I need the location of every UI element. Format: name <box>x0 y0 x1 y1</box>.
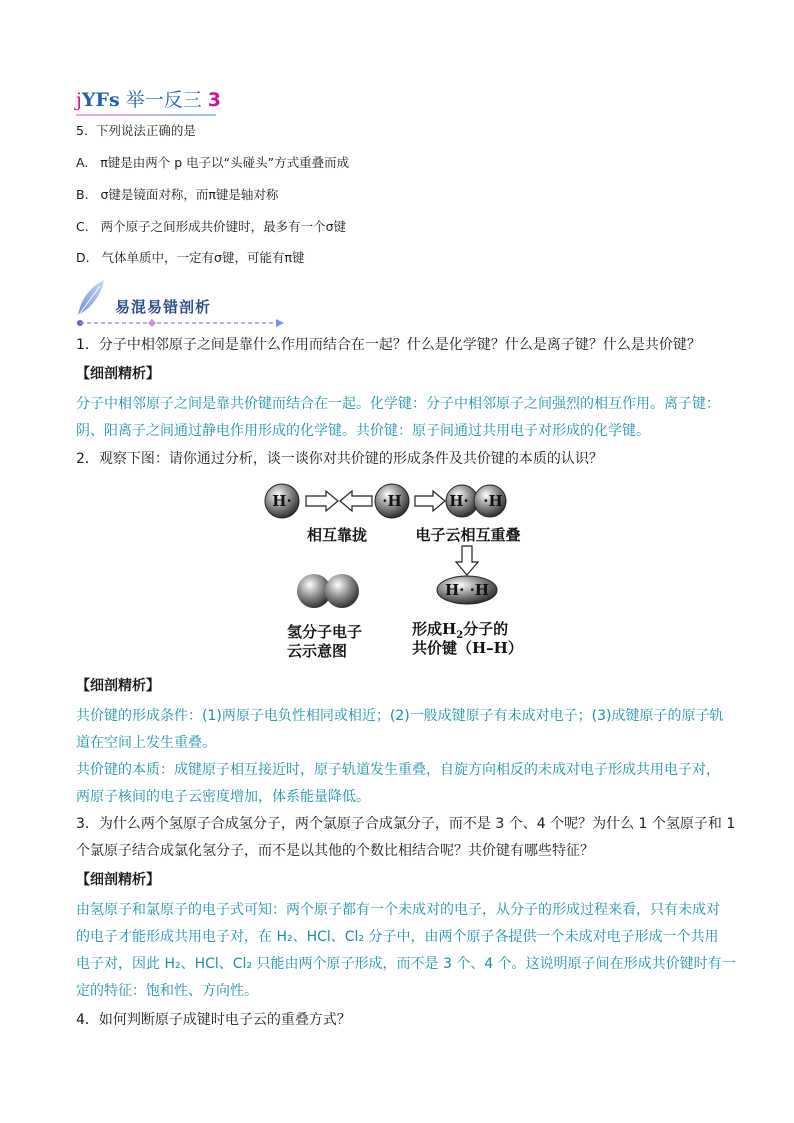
practice-title-part: 举一反三 <box>125 89 202 111</box>
item-2-answer-line: 共价键的本质：成键原子相互接近时，原子轨道发生重叠，自旋方向相反的未成对电子形成共用电子对， <box>76 762 720 778</box>
option-letter: B. <box>76 187 89 202</box>
left-arrow-icon <box>340 491 372 511</box>
practice-title <box>76 88 221 112</box>
label-overlap: 电子云相互重叠 <box>415 526 521 544</box>
atom-label: H· <box>272 492 292 510</box>
option-c <box>76 218 346 236</box>
practice-title-part: j <box>76 89 82 111</box>
right-arrow-icon <box>306 491 338 511</box>
question-number: 5. <box>76 123 88 138</box>
covalent-bond-figure <box>0 476 794 666</box>
option-letter: A. <box>76 155 89 170</box>
item-2-answer-line: 道在空间上发生重叠。 <box>76 735 216 751</box>
item-3-answer-line: 的电子才能形成共用电子对，在 H₂、HCl、Cl₂ 分子中，由两个原子各提供一个未成对电子形成一个共用 <box>76 929 719 945</box>
item-4-question: 4．如何判断原子成键时电子云的重叠方式？ <box>76 1012 351 1028</box>
title-underline <box>76 114 216 116</box>
atom-label: H· <box>449 492 469 510</box>
down-arrow-icon <box>456 546 478 575</box>
item-1-question: 1．分子中相邻原子之间是靠什么作用而结合在一起？什么是化学键？什么是离子键？什么是共价键？ <box>76 337 701 353</box>
practice-title-part: 3 <box>207 89 221 111</box>
item-3-answer-line: 定的特征：饱和性、方向性。 <box>76 983 258 999</box>
item-2-answer-line: 共价键的形成条件：(1)两原子电负性相同或相近；(2)一般成键原子有未成对电子；(3)成键原子的原子轨 <box>76 708 724 724</box>
option-b <box>76 186 278 204</box>
option-d <box>76 249 304 267</box>
question-text: 下列说法正确的是 <box>95 123 196 138</box>
analysis-label: 【细剖精析】 <box>76 872 160 888</box>
label-bond-line: 共价键（H–H） <box>412 639 523 657</box>
item-3-answer-line: 电子对，因此 H₂、HCl、Cl₂ 只能由两个原子形成，而不是 3 个、4 个。这说明原子间在形成共价键时有一 <box>76 956 736 972</box>
practice-title-part: YFs <box>81 89 120 111</box>
option-a <box>76 154 349 172</box>
feather-icon <box>72 278 108 318</box>
label-bond-text: 分子的 <box>463 620 509 638</box>
label-bond-line <box>412 620 508 641</box>
label-approach: 相互靠拢 <box>306 526 368 544</box>
option-letter: C. <box>76 219 89 234</box>
option-text: π键是由两个 p 电子以“头碰头”方式重叠而成 <box>100 155 350 170</box>
right-arrow-icon <box>415 491 445 511</box>
molecule-label: H· ·H <box>444 581 490 599</box>
section-arrow <box>76 316 286 330</box>
option-letter: D. <box>76 250 90 265</box>
label-cloud-line: 氢分子电子 <box>287 623 363 641</box>
section-title: 易混易错剖析 <box>115 298 212 316</box>
practice-question <box>76 122 196 140</box>
option-text: 气体单质中，一定有σ键，可能有π键 <box>101 250 305 265</box>
electron-cloud-atom <box>325 574 359 608</box>
item-2-question: 2．观察下图：请你通过分析，谈一谈你对共价键的形成条件及共价键的本质的认识？ <box>76 451 603 467</box>
atom-label: ·H <box>382 492 402 510</box>
item-2-answer-line: 两原子核间的电子云密度增加，体系能量降低。 <box>76 789 370 805</box>
option-text: 两个原子之间形成共价键时，最多有一个σ键 <box>100 219 347 234</box>
item-1-answer-line: 分子中相邻原子之间是靠共价键而结合在一起。化学键：分子中相邻原子之间强烈的相互作用。离子键： <box>76 396 720 412</box>
analysis-label: 【细剖精析】 <box>76 678 160 694</box>
atom-label: ·H <box>483 492 503 510</box>
item-1-answer-line: 阴、阳离子之间通过静电作用形成的化学键。共价键：原子间通过共用电子对形成的化学键。 <box>76 423 650 439</box>
label-bond-text: 形成H <box>412 620 457 638</box>
item-3-question-line: 个氯原子结合成氯化氢分子，而不是以其他的个数比相结合呢？共价键有哪些特征？ <box>76 843 594 859</box>
label-cloud-line: 云示意图 <box>287 642 348 660</box>
label-bond-subscript: 2 <box>456 630 464 641</box>
item-3-question-line: 3．为什么两个氢原子合成氢分子，两个氯原子合成氯分子，而不是 3 个、4 个呢？为什么 1 个氢原子和 1 <box>76 816 736 832</box>
analysis-label: 【细剖精析】 <box>76 366 160 382</box>
item-3-answer-line: 由氢原子和氯原子的电子式可知：两个原子都有一个未成对的电子，从分子的形成过程来看，只有未成对 <box>76 902 720 918</box>
option-text: σ键是镜面对称，而π键是轴对称 <box>100 187 279 202</box>
